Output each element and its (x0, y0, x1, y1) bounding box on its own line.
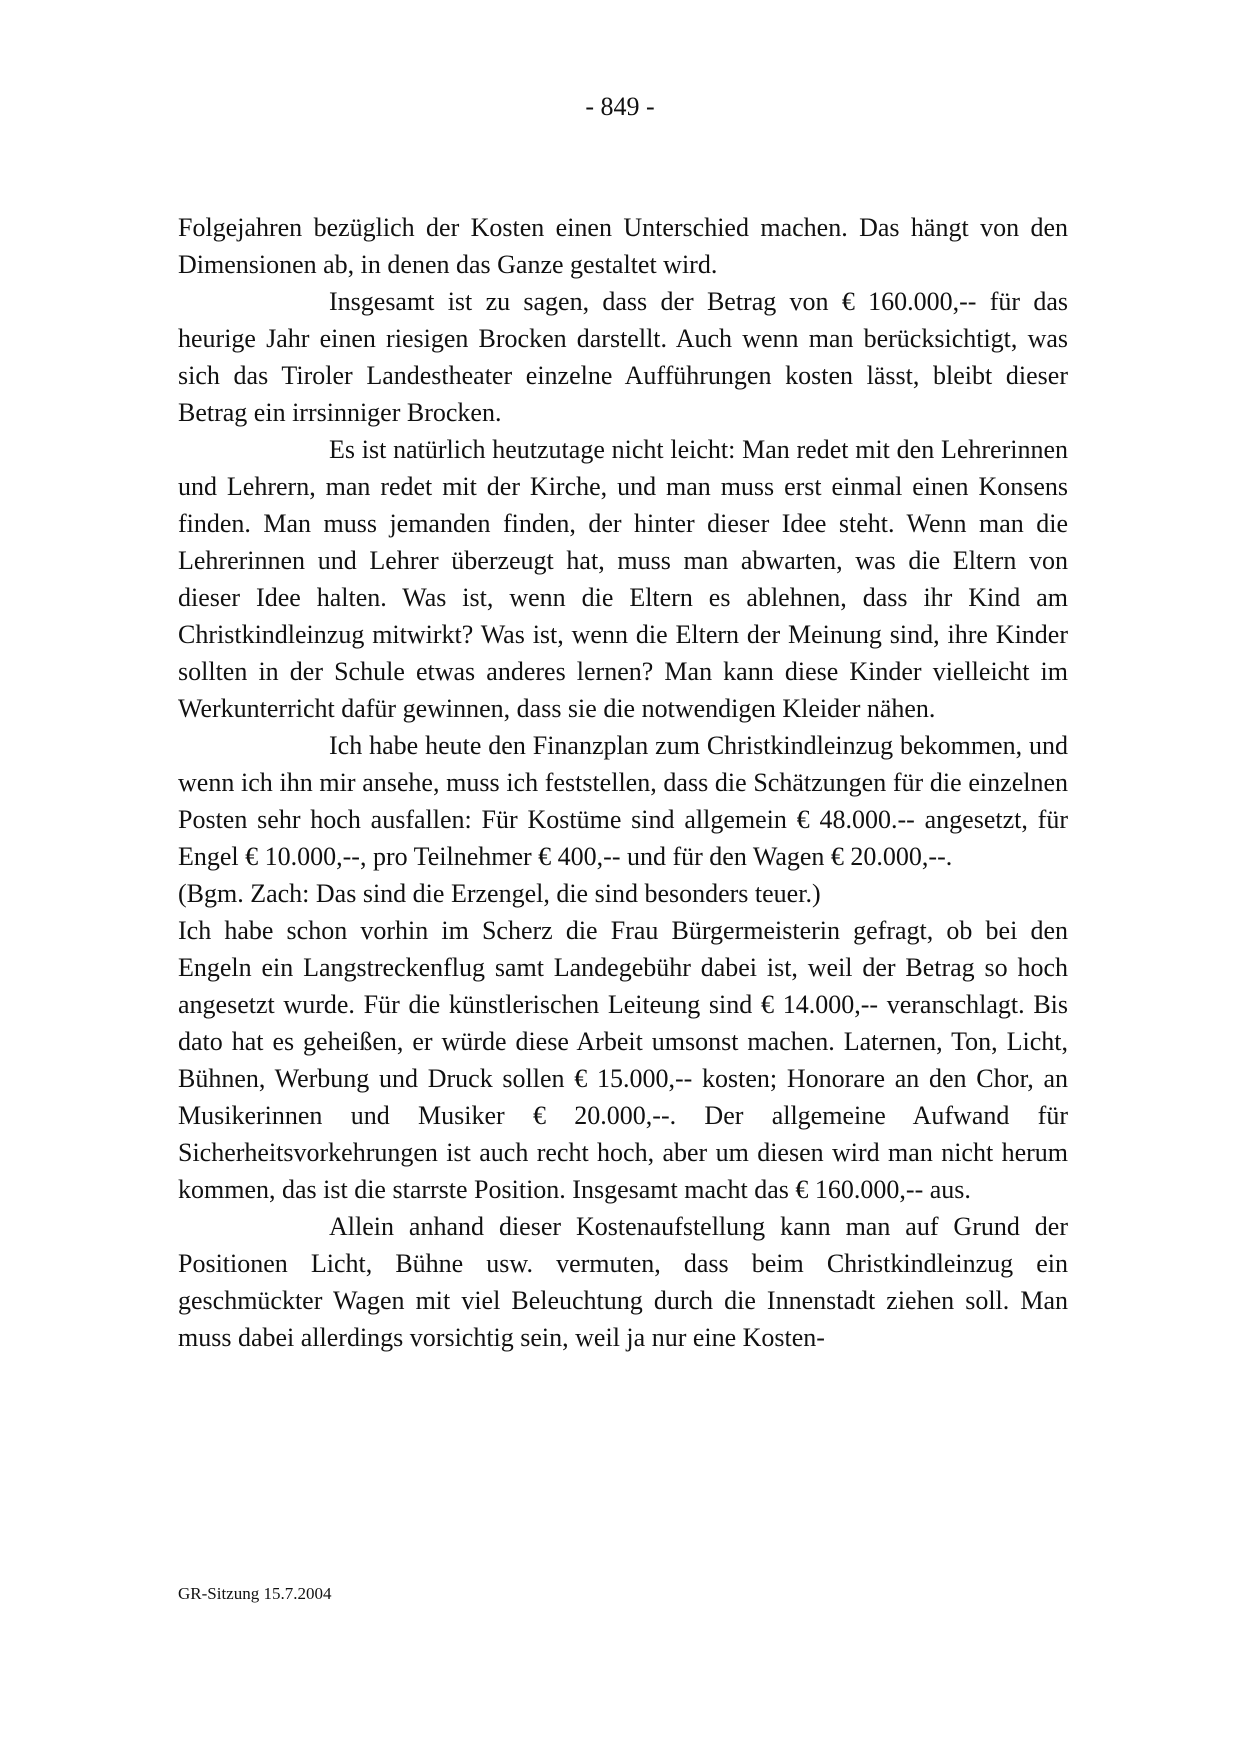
paragraph-1: Folgejahren bezüglich der Kosten einen Unterschied machen. Das hängt von den Dimensionen ab, in denen das Ganze gestaltet wird. (178, 213, 1068, 279)
paragraph-3: Es ist natürlich heutzutage nicht leicht: Man redet mit den Lehrerinnen und Lehrern, man redet mit der Kirche, und man muss erst einmal einen Konsens finden. Man muss jemanden finden, der hinter dieser Idee steht. Wenn man die Lehrerinnen und Lehrer überzeugt hat, muss man abwarten, was die Eltern von dieser Idee halten. Was ist, wenn die Eltern es ablehnen, dass ihr Kind am Christkindleinzug mitwirkt? Was ist, wenn die Eltern der Meinung sind, ihre Kinder sollten in der Schule etwas anderes lernen? Man kann diese Kinder vielleicht im Werkunterricht dafür gewinnen, dass sie die notwendigen Kleider nähen. (178, 435, 1068, 723)
paragraph-4: Ich habe heute den Finanzplan zum Christkindleinzug bekommen, und wenn ich ihn mir ansehe, muss ich feststellen, dass die Schätzungen für die einzelnen Posten sehr hoch ausfallen: Für Kostüme sind allgemein € 48.000.-- angesetzt, für Engel € 10.000,--, pro Teilnehmer € 400,-- und für den Wagen € 20.000,--. (178, 731, 1068, 871)
paragraph-5: Ich habe schon vorhin im Scherz die Frau Bürgermeisterin gefragt, ob bei den Engeln ein Langstreckenflug samt Landegebühr dabei ist, weil der Betrag so hoch angesetzt wurde. Für die künstlerischen Leiteung sind € 14.000,-- veranschlagt. Bis dato hat es geheißen, er würde diese Arbeit umsonst machen. Laternen, Ton, Licht, Bühnen, Werbung und Druck sollen € 15.000,-- kosten; Honorare an den Chor, an Musikerinnen und Musiker € 20.000,--. Der allgemeine Aufwand für Sicherheitsvorkehrungen ist auch recht hoch, aber um diesen wird man nicht herum kommen, das ist die starrste Position. Insgesamt macht das € 160.000,-- aus. (178, 916, 1068, 1204)
page-number: - 849 - (585, 92, 655, 121)
paragraph-6: Allein anhand dieser Kostenaufstellung kann man auf Grund der Positionen Licht, Bühne usw. vermuten, dass beim Christkindleinzug ein geschmückter Wagen mit viel Beleuchtung durch die Innenstadt ziehen soll. Man muss dabei allerdings vorsichtig sein, weil ja nur eine Kosten- (178, 1212, 1068, 1352)
footer-session-date: GR-Sitzung 15.7.2004 (178, 1584, 332, 1603)
paragraph-2: Insgesamt ist zu sagen, dass der Betrag von € 160.000,-- für das heurige Jahr einen riesigen Brocken darstellt. Auch wenn man berücksichtigt, was sich das Tiroler Landestheater einzelne Aufführungen kosten lässt, bleibt dieser Betrag ein irrsinniger Brocken. (178, 287, 1068, 427)
body-text (178, 209, 1068, 1356)
interjection: (Bgm. Zach: Das sind die Erzengel, die sind besonders teuer.) (178, 879, 821, 908)
